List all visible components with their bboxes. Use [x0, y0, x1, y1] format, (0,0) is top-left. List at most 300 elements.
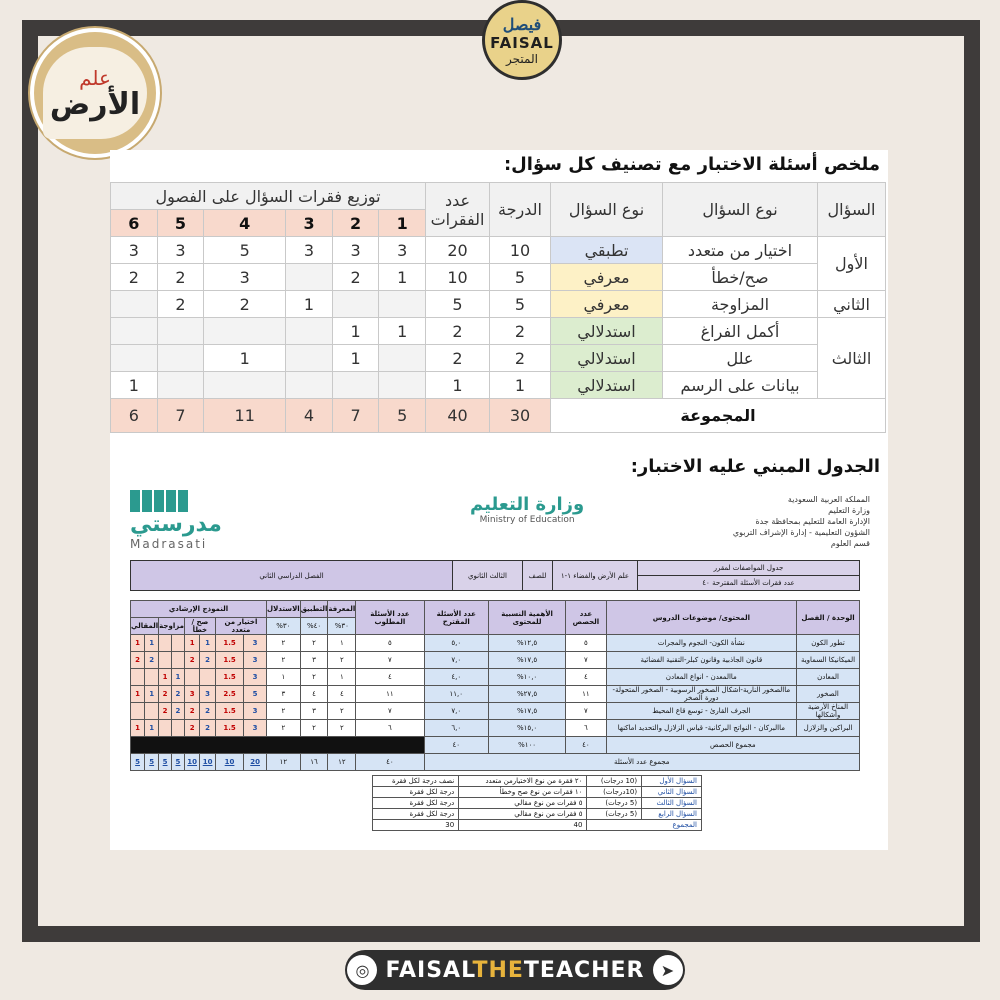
detail-mc: 3	[244, 720, 267, 737]
scoring-note: نصف درجة لكل فقرة	[373, 776, 459, 787]
question-count: 20	[426, 237, 490, 264]
detail-k: ٢	[328, 652, 356, 669]
kingdom-line: الإدارة العامة للتعليم بمحافظة جدة	[755, 517, 870, 526]
detail-mz: 1	[172, 669, 185, 686]
detail-req: ٦	[356, 720, 424, 737]
detail-unit: الصخور	[797, 686, 860, 703]
total-sug: ٤٠	[424, 737, 488, 754]
qtype-header: المقالي	[131, 618, 159, 635]
chapter-cell	[379, 291, 426, 318]
detail-a: ٣	[300, 652, 328, 669]
chapter-cell	[157, 372, 204, 399]
detail-tf: 1	[184, 635, 199, 652]
detail-tf: 3	[184, 686, 199, 703]
spec-semester: الفصل الدراسي الثاني	[131, 561, 453, 591]
detail-req: ٧	[356, 652, 424, 669]
chapter-cell: 2	[204, 291, 286, 318]
scoring-note: درجة لكل فقرة	[373, 787, 459, 798]
detail-tf: 2	[184, 720, 199, 737]
summary-row	[111, 372, 886, 399]
badge-line2: الأرض	[49, 87, 141, 122]
scoring-label: السؤال الرابع	[642, 809, 702, 820]
chapter-cell: 3	[157, 237, 204, 264]
summary-total-row	[111, 399, 886, 433]
question-grade: 10	[490, 237, 551, 264]
detail-es: 1	[145, 720, 159, 737]
detail-tf: 2	[200, 703, 215, 720]
detail-req: ٧	[356, 703, 424, 720]
detail-k: ٢	[328, 703, 356, 720]
kingdom-line: الشؤون التعليمية - إدارة الإشراف التربوي	[732, 528, 870, 537]
question-type: علل	[663, 345, 818, 372]
scoring-note: درجة لكل فقرة	[373, 798, 459, 809]
detail-a: ٣	[300, 703, 328, 720]
sum-cell: 5	[159, 754, 172, 771]
summary-title: ملخص أسئلة الاختبار مع تصنيف كل سؤال:	[503, 154, 880, 175]
chapter-cell: 1	[332, 318, 379, 345]
detail-req: ٥	[356, 635, 424, 652]
detail-sug: ١١,٠	[424, 686, 488, 703]
logos-row	[130, 490, 870, 550]
chapter-cell	[286, 264, 333, 291]
detail-k: ١	[328, 669, 356, 686]
detail-r: ٣	[267, 686, 301, 703]
detail-unit: تطور الكون	[797, 635, 860, 652]
detail-row	[131, 652, 860, 669]
chapter-cell: 2	[157, 264, 204, 291]
chapter-cell: 3	[332, 237, 379, 264]
detail-pct: ٢٧,٥%	[489, 686, 566, 703]
chapter-header: 4	[204, 210, 286, 237]
chapter-header: 5	[157, 210, 204, 237]
summary-row	[111, 264, 886, 291]
scoring-label: السؤال الثالث	[642, 798, 702, 809]
chapter-cell	[286, 318, 333, 345]
detail-header: عدد الأسئلة المطلوب	[356, 601, 424, 635]
question-type: أكمل الفراغ	[663, 318, 818, 345]
detail-topic: ماالمعدن - انواع المعادن	[606, 669, 796, 686]
scoring-points: (10 درجات)	[587, 776, 642, 787]
detail-sug: ٦,٠	[424, 720, 488, 737]
chapter-cell: 3	[286, 237, 333, 264]
detail-es: 1	[131, 635, 145, 652]
scoring-desc: ٥ فقرات من نوع مقالي	[459, 809, 587, 820]
qtype-header: مزاوجة	[159, 618, 185, 635]
question-grade: 1	[490, 372, 551, 399]
subject-badge	[30, 28, 160, 158]
detail-unit: البراكين والزلازل	[797, 720, 860, 737]
scoring-points: (10درجات)	[587, 787, 642, 798]
question-grade: 5	[490, 264, 551, 291]
detail-mc: 3	[244, 652, 267, 669]
scoring-total-lbl: المجموع	[587, 820, 702, 831]
scoring-note: درجة لكل فقرة	[373, 809, 459, 820]
kingdom-line: المملكة العربية السعودية	[787, 495, 870, 504]
detail-mc: 1.5	[215, 652, 243, 669]
brand-part-c: TEACHER	[523, 957, 645, 983]
chapter-cell	[157, 318, 204, 345]
detail-mz	[159, 652, 172, 669]
total-q-lbl: مجموع عدد الأسئلة	[424, 754, 859, 771]
detail-row	[131, 720, 860, 737]
detail-unit: الميكانيكا السماوية	[797, 652, 860, 669]
question-count: 10	[426, 264, 490, 291]
madrasati-bars-icon	[130, 490, 222, 512]
detail-classes: ٧	[566, 703, 606, 720]
summary-table	[110, 182, 886, 433]
question-count: 1	[426, 372, 490, 399]
scoring-total-row	[373, 820, 702, 831]
total-classes-lbl: مجموع الحصص	[606, 737, 859, 754]
detail-k: ١	[328, 635, 356, 652]
detail-mz	[172, 720, 185, 737]
scoring-label: السؤال الثاني	[642, 787, 702, 798]
scoring-row	[373, 776, 702, 787]
social-bar	[345, 950, 685, 990]
document-page	[110, 150, 888, 850]
detail-tf: 2	[200, 652, 215, 669]
detail-a: ٢	[300, 635, 328, 652]
detail-sug: ٧,٠	[424, 652, 488, 669]
question-number: الثاني	[818, 291, 886, 318]
chapter-cell	[379, 345, 426, 372]
summary-row	[111, 291, 886, 318]
moe-ar: وزارة التعليم	[470, 494, 585, 515]
moe-logo	[470, 494, 584, 525]
question-grade: 2	[490, 318, 551, 345]
chapter-cell: 2	[111, 264, 158, 291]
spec-grade-lbl: للصف	[523, 561, 553, 591]
detail-mz: 1	[159, 669, 172, 686]
detail-es	[145, 703, 159, 720]
header-qclass: نوع السؤال	[551, 183, 663, 237]
sum-cell: 20	[244, 754, 267, 771]
chapter-cell	[332, 372, 379, 399]
detail-header: عدد الأسئلة المقترح	[424, 601, 488, 635]
question-grade: 5	[490, 291, 551, 318]
chapter-cell: 3	[379, 237, 426, 264]
question-type: اختيار من متعدد	[663, 237, 818, 264]
summary-row	[111, 318, 886, 345]
detail-header: المحتوى/ موضوعات الدروس	[606, 601, 796, 635]
question-class: تطبقي	[551, 237, 663, 264]
total-chapter-cell: 11	[204, 399, 286, 433]
chapter-cell: 1	[379, 318, 426, 345]
question-type: المزاوجة	[663, 291, 818, 318]
detail-header: عدد الحصص	[566, 601, 606, 635]
qtype-header: صح /خطأ	[184, 618, 215, 635]
chapter-header: 6	[111, 210, 158, 237]
detail-topic: نشأة الكون- النجوم والمجرات	[606, 635, 796, 652]
spec-detail-table	[130, 600, 860, 771]
chapter-cell	[204, 318, 286, 345]
detail-total_a: ١٦	[300, 754, 328, 771]
detail-header-row	[131, 601, 860, 618]
detail-tf: 2	[184, 703, 199, 720]
detail-k: ٤	[328, 686, 356, 703]
chapter-cell: 3	[111, 237, 158, 264]
detail-r: ٢	[267, 720, 301, 737]
header-question: السؤال	[818, 183, 886, 237]
detail-r: ٢	[267, 635, 301, 652]
total-chapter-cell: 5	[379, 399, 426, 433]
summary-row	[111, 345, 886, 372]
detail-topic: ماالصخور النارية-اشكال الصخور الرسوبية - الصخور المتحولة-دورة الصخر	[606, 686, 796, 703]
detail-pct: ١٧,٥%	[489, 703, 566, 720]
scoring-total-pts: 30	[373, 820, 459, 831]
chapter-cell: 1	[332, 345, 379, 372]
detail-sug: ٥,٠	[424, 635, 488, 652]
detail-tf	[184, 669, 199, 686]
detail-pct: ١٧,٥%	[489, 652, 566, 669]
scoring-row	[373, 787, 702, 798]
detail-tf	[200, 669, 215, 686]
detail-mz	[159, 635, 172, 652]
spec-title-cell: جدول المواصفات لمقرر	[638, 561, 860, 576]
detail-r: ٢	[267, 703, 301, 720]
scoring-total-q: 40	[459, 820, 587, 831]
detail-mc: 5	[244, 686, 267, 703]
detail-total_r: ١٢	[267, 754, 301, 771]
faisal-store-logo	[482, 0, 562, 80]
question-class: استدلالي	[551, 318, 663, 345]
detail-pct: ١٥,٠%	[489, 720, 566, 737]
total-chapter-cell: 4	[286, 399, 333, 433]
scoring-desc: ١٠ فقرات من نوع صح وخطأ	[459, 787, 587, 798]
chapter-cell	[111, 291, 158, 318]
detail-total_q: ٤٠	[356, 754, 424, 771]
detail-es: 2	[145, 652, 159, 669]
question-number: الثالث	[818, 318, 886, 399]
detail-req: ١١	[356, 686, 424, 703]
header-distribution: توزيع فقرات السؤال على الفصول	[111, 183, 426, 210]
black-band	[131, 737, 425, 754]
level-pct: ٣٠%	[328, 618, 356, 635]
question-count: 2	[426, 318, 490, 345]
sum-cell: 10	[215, 754, 243, 771]
header-count: عدد الفقرات	[426, 183, 490, 237]
logo-line3: المتجر	[506, 51, 538, 66]
scoring-points: (5 درجات)	[587, 809, 642, 820]
total-label: المجموعة	[551, 399, 886, 433]
detail-mz	[159, 720, 172, 737]
chapter-cell: 3	[204, 264, 286, 291]
chapter-cell: 2	[157, 291, 204, 318]
scoring-row	[373, 798, 702, 809]
scoring-points: (5 درجات)	[587, 798, 642, 809]
detail-pct: ١٢,٥%	[489, 635, 566, 652]
chapter-cell	[157, 345, 204, 372]
detail-r: ١	[267, 669, 301, 686]
instagram-icon[interactable]: ◎	[347, 955, 377, 985]
detail-mc: 1.5	[215, 703, 243, 720]
chapter-cell: 1	[286, 291, 333, 318]
chapter-cell: 1	[204, 345, 286, 372]
sum-cell: 5	[145, 754, 159, 771]
question-type: بيانات على الرسم	[663, 372, 818, 399]
qtype-header: اختيار من متعدد	[215, 618, 266, 635]
detail-a: ٢	[300, 669, 328, 686]
chapter-cell	[204, 372, 286, 399]
detail-req: ٤	[356, 669, 424, 686]
detail-topic: قانون الجاذبية وقانون كبلر-التقنية الفضائية	[606, 652, 796, 669]
question-grade: 2	[490, 345, 551, 372]
spec-grade: الثالث الثانوي	[453, 561, 523, 591]
detail-a: ٢	[300, 720, 328, 737]
detail-header: الأهمية النسبية للمحتوى	[489, 601, 566, 635]
detail-classes: ٧	[566, 652, 606, 669]
detail-r: ٢	[267, 652, 301, 669]
question-number: الأول	[818, 237, 886, 291]
chapter-cell	[111, 318, 158, 345]
detail-tf: 1	[200, 635, 215, 652]
question-class: معرفي	[551, 291, 663, 318]
detail-mc: 1.5	[215, 669, 243, 686]
question-count: 2	[426, 345, 490, 372]
detail-row	[131, 703, 860, 720]
madrasati-en: Madrasati	[130, 537, 208, 551]
detail-mc: 3	[244, 669, 267, 686]
total-chapter-cell: 6	[111, 399, 158, 433]
spec-count: ٤٠	[702, 579, 710, 587]
detail-mz	[172, 635, 185, 652]
chapter-header: 3	[286, 210, 333, 237]
detail-unit: المعادن	[797, 669, 860, 686]
total-classes: ٤٠	[566, 737, 606, 754]
badge-line1: علم	[79, 66, 111, 90]
level-pct: ٣٠%	[267, 618, 301, 635]
detail-es: 1	[145, 635, 159, 652]
detail-classes: ١١	[566, 686, 606, 703]
detail-pct: ١٠,٠%	[489, 669, 566, 686]
detail-classes: ٤	[566, 669, 606, 686]
chapter-header: 2	[332, 210, 379, 237]
chapter-cell: 1	[379, 264, 426, 291]
telegram-icon[interactable]: ➤	[653, 955, 683, 985]
detail-topic: الجرف القارئ - توسع قاع المحيط	[606, 703, 796, 720]
total-chapter-cell: 7	[157, 399, 204, 433]
summary-row	[111, 237, 886, 264]
madrasati-ar: مدرستي	[130, 512, 222, 537]
detail-es: 2	[131, 652, 145, 669]
detail-tf: 3	[200, 686, 215, 703]
brand-name	[385, 958, 644, 983]
total-grade: 30	[490, 399, 551, 433]
kingdom-header	[733, 494, 870, 549]
scoring-label: السؤال الأول	[642, 776, 702, 787]
detail-mz: 2	[159, 686, 172, 703]
spec-subject: علم الأرض والفضاء ١-١	[553, 561, 638, 591]
detail-es	[131, 703, 145, 720]
detail-classes: ٥	[566, 635, 606, 652]
detail-classes: ٦	[566, 720, 606, 737]
detail-header: التطبيق	[300, 601, 328, 618]
chapter-cell	[332, 291, 379, 318]
question-count: 5	[426, 291, 490, 318]
logo-line2: FAISAL	[490, 33, 554, 52]
brand-part-a: FAISAL	[385, 957, 473, 983]
chapter-cell	[286, 345, 333, 372]
spec-title: الجدول المبني عليه الاختبار:	[630, 456, 880, 477]
detail-row	[131, 686, 860, 703]
kingdom-line: وزارة التعليم	[828, 506, 870, 515]
detail-row	[131, 669, 860, 686]
question-class: معرفي	[551, 264, 663, 291]
scoring-desc: ٥ فقرات من نوع مقالي	[459, 798, 587, 809]
detail-total-q	[131, 754, 860, 771]
level-pct: ٤٠%	[300, 618, 328, 635]
detail-tf: 2	[184, 652, 199, 669]
question-class: استدلالي	[551, 345, 663, 372]
scoring-row	[373, 809, 702, 820]
detail-mc: 3	[244, 635, 267, 652]
chapter-cell	[286, 372, 333, 399]
model-header: النموذج الإرشادي	[131, 601, 267, 618]
detail-tf: 2	[200, 720, 215, 737]
sum-cell: 10	[184, 754, 199, 771]
question-type: صح/خطأ	[663, 264, 818, 291]
detail-total_k: ١٢	[328, 754, 356, 771]
spec-count-cell	[638, 576, 860, 591]
detail-mc: 2.5	[215, 686, 243, 703]
detail-mc: 1.5	[215, 720, 243, 737]
detail-row	[131, 635, 860, 652]
detail-sug: ٤,٠	[424, 669, 488, 686]
header-qtype: نوع السؤال	[663, 183, 818, 237]
detail-es	[145, 669, 159, 686]
spec-header-table	[130, 560, 860, 591]
detail-mz: 2	[172, 686, 185, 703]
sum-cell: 10	[200, 754, 215, 771]
detail-header: المعرفة	[328, 601, 356, 618]
detail-mc: 3	[244, 703, 267, 720]
logo-line1: فيصل	[502, 14, 542, 34]
detail-es: 1	[131, 686, 145, 703]
spec-count-lbl: عدد فقرات الأسئلة المقترحة	[712, 579, 795, 587]
chapter-cell: 1	[111, 372, 158, 399]
madrasati-logo	[130, 490, 222, 551]
total-count: 40	[426, 399, 490, 433]
brand-part-b: THE	[472, 957, 524, 983]
detail-mc: 1.5	[215, 635, 243, 652]
detail-total-classes	[131, 737, 860, 754]
chapter-cell: 5	[204, 237, 286, 264]
total-pct: ١٠٠%	[489, 737, 566, 754]
detail-mz	[172, 652, 185, 669]
scoring-desc: ٢٠ فقرة من نوع الاختيارمن متعدد	[459, 776, 587, 787]
scoring-table	[372, 775, 702, 831]
sum-cell: 5	[172, 754, 185, 771]
detail-mz: 2	[172, 703, 185, 720]
detail-header: الوحدة / الفصل	[797, 601, 860, 635]
detail-mz: 2	[159, 703, 172, 720]
chapter-cell	[111, 345, 158, 372]
chapter-cell	[379, 372, 426, 399]
kingdom-line: قسم العلوم	[830, 539, 870, 548]
detail-k: ٢	[328, 720, 356, 737]
detail-unit: المناخ الأرضية وأشكالها	[797, 703, 860, 720]
detail-header: الاستدلال	[267, 601, 301, 618]
sum-cell: 5	[131, 754, 145, 771]
chapter-cell: 2	[332, 264, 379, 291]
speech-bubble-icon	[43, 47, 147, 139]
question-class: استدلالي	[551, 372, 663, 399]
header-grade: الدرجة	[490, 183, 551, 237]
detail-es	[131, 669, 145, 686]
moe-en: Ministry of Education	[479, 515, 575, 525]
total-chapter-cell: 7	[332, 399, 379, 433]
chapter-header: 1	[379, 210, 426, 237]
